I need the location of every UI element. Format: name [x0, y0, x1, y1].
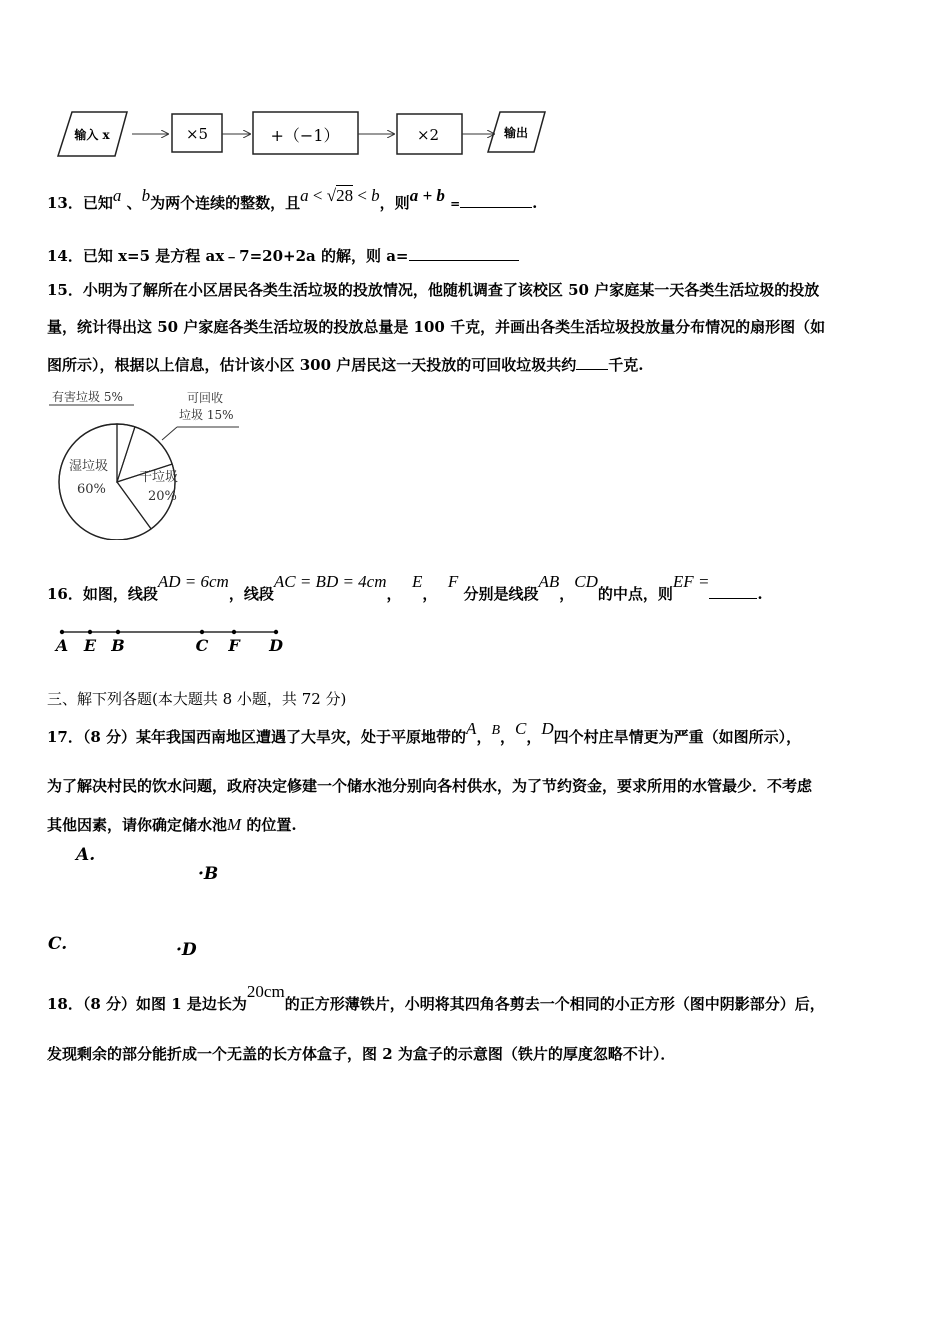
- question-15-line2: 量，统计得出这 50 户家庭各类生活垃圾的投放总量是 100 千克，并画出各类生活垃圾投放量分布情况的扇形图（如: [47, 318, 826, 336]
- point-B: ·B: [198, 864, 219, 884]
- segment-dot-C: [200, 630, 204, 634]
- flow-input-label: 输入 x: [74, 128, 110, 142]
- segment-label-F: F: [228, 636, 240, 655]
- svg-text:+（−1）: +（−1）: [270, 126, 340, 145]
- section-3-title: 三、解下列各题(本大题共 8 小题，共 72 分): [47, 690, 347, 708]
- flowchart: [50, 104, 560, 162]
- answer-blank-13[interactable]: [460, 193, 532, 208]
- question-18-line1: 18．（8 分）如图 1 是边长为20cm的正方形薄铁片，小明将其四角各剪去一个相同的小正方形（图中阴影部分）后，: [47, 982, 825, 1013]
- question-15-line3: 图所示），根据以上信息，估计该小区 300 户居民这一天投放的可回收垃圾共约 千克.: [47, 356, 644, 374]
- pie-label-dry-2: 20%: [148, 489, 177, 504]
- svg-text:×5: ×5: [185, 125, 209, 143]
- question-15-line1: 15．小明为了解所在小区居民各类生活垃圾的投放情况，他随机调查了该校区 50 户家庭某一天各类生活垃圾的投放: [47, 281, 820, 299]
- segment-label-D: D: [269, 636, 283, 655]
- segment-label-A: A: [55, 636, 69, 655]
- question-17-line3: 其他因素，请你确定储水池M 的位置.: [47, 815, 297, 834]
- segment-label-B: B: [111, 636, 125, 655]
- question-13: 13．已知a 、b为两个连续的整数，且a < √28 < b，则a + b = .: [47, 186, 538, 212]
- sqrt-sign: √: [326, 186, 337, 205]
- question-18-line2: 发现剩余的部分能折成一个无盖的长方体盒子，图 2 为盒子的示意图（铁片的厚度忽略不计）．: [47, 1045, 676, 1063]
- pie-label-wet-1: 湿垃圾: [69, 459, 109, 474]
- svg-text:×2: ×2: [416, 126, 440, 144]
- answer-blank-15[interactable]: [576, 355, 608, 370]
- pie-chart: [44, 385, 249, 540]
- segment-dot-E: [88, 630, 92, 634]
- segment-dot-F: [232, 630, 236, 634]
- pie-label-wet-2: 60%: [77, 482, 106, 497]
- segment-figure: [44, 622, 294, 658]
- segment-label-E: E: [83, 636, 97, 655]
- segment-dot-D: [274, 630, 278, 634]
- segment-dot-A: [60, 630, 64, 634]
- point-D: ·D: [176, 940, 197, 960]
- pie-label-harmful: 有害垃圾 5%: [52, 390, 123, 404]
- question-14: 14．已知 x=5 是方程 ax﹣7=20+2a 的解，则 a=: [47, 246, 519, 265]
- flow-output-label: 输出: [503, 126, 529, 140]
- question-16: 16．如图，线段AD = 6cm，线段AC = BD = 4cm， E， F 分别是线段AB，CD的中点，则EF =.: [47, 572, 763, 603]
- pie-label-recyclable-2: 垃圾 15%: [179, 408, 234, 422]
- question-17-line1: 17．（8 分）某年我国西南地区遭遇了大旱灾，处于平原地带的A，B，C，D四个村庄旱情更为严重（如图所示），: [47, 719, 802, 746]
- segment-dot-B: [116, 630, 120, 634]
- answer-blank-16[interactable]: [709, 584, 757, 599]
- pie-label-recyclable-1: 可回收: [187, 391, 224, 405]
- answer-blank-14[interactable]: [409, 246, 519, 261]
- segment-label-C: C: [195, 636, 209, 655]
- point-C: C.: [48, 934, 68, 954]
- point-A: A.: [76, 845, 96, 865]
- question-17-line2: 为了解决村民的饮水问题，政府决定修建一个储水池分别向各村供水，为了节约资金，要求所用的水管最少．不考虑: [47, 777, 813, 795]
- pie-label-dry-1: 干垃圾: [139, 470, 179, 485]
